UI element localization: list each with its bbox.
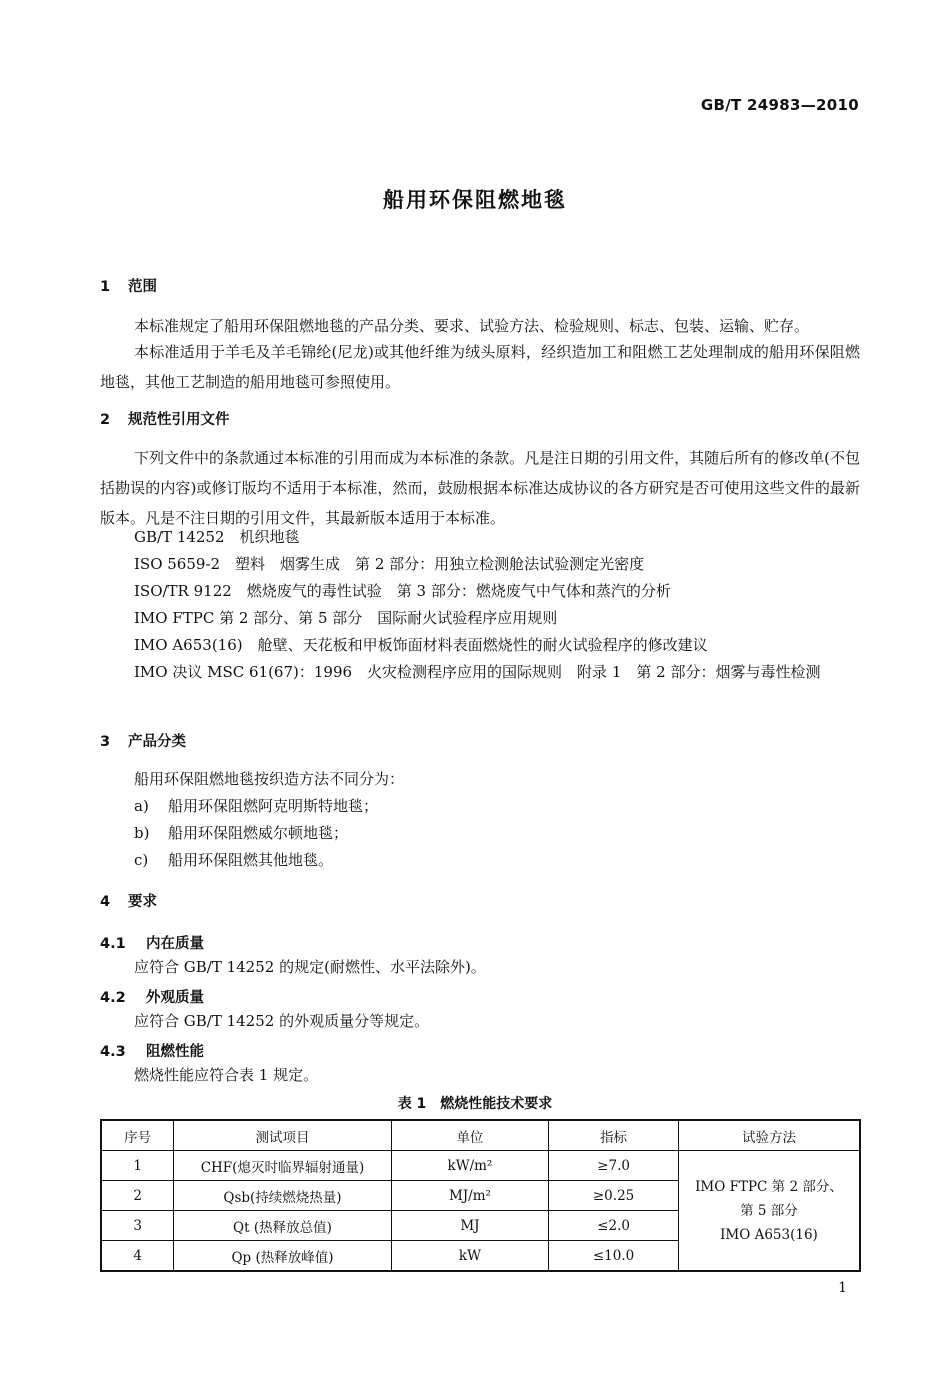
section-3-number: 3	[100, 734, 111, 750]
section-2-para-1: 下列文件中的条款通过本标准的引用而成为本标准的条款。凡是注日期的引用文件，其随后所有的修改单(不包括勘误的内容)或修订版均不适用于本标准，然而，鼓励根据本标准达成协议的各方研究是否可使用这些文件的最新版本。凡是不注日期的引用文件，其最新版本适用于本标准。	[100, 449, 860, 527]
table-row	[101, 1151, 860, 1181]
cell-value: ≤2.0	[549, 1211, 679, 1241]
section-3-title: 产品分类	[128, 734, 186, 750]
reference-item: ISO/TR 9122 燃烧废气的毒性试验 第 3 部分：燃烧废气中气体和蒸汽的分析	[134, 582, 671, 600]
cell-item: CHF(熄灭时临界辐射通量)	[174, 1151, 391, 1181]
cell-value: ≥0.25	[549, 1181, 679, 1211]
reference-item: IMO FTPC 第 2 部分、第 5 部分 国际耐火试验程序应用规则	[134, 609, 558, 627]
column-header: 单位	[391, 1120, 549, 1151]
section-2-title: 规范性引用文件	[128, 412, 230, 428]
section-1-number: 1	[100, 279, 111, 295]
document-title: 船用环保阻燃地毯	[383, 188, 567, 212]
standard-number: GB/T 24983—2010	[700, 96, 859, 114]
section-3-heading	[100, 730, 186, 751]
cell-no: 1	[101, 1151, 174, 1181]
cell-unit: kW	[391, 1241, 549, 1272]
section-1-heading	[100, 275, 157, 296]
reference-item: ISO 5659-2 塑料 烟雾生成 第 2 部分：用独立检测舱法试验测定光密度	[134, 555, 645, 573]
cell-no: 3	[101, 1211, 174, 1241]
section-2-number: 2	[100, 412, 111, 428]
list-item-label: c)	[134, 851, 149, 869]
table-header-row	[101, 1120, 860, 1151]
cell-unit: kW/m²	[391, 1151, 549, 1181]
subsection-4-1-title: 内在质量	[146, 936, 204, 952]
cell-no: 4	[101, 1241, 174, 1272]
test-method-line: 第 5 部分	[740, 1202, 798, 1219]
subsection-4-3-title: 阻燃性能	[146, 1044, 204, 1060]
column-header: 测试项目	[174, 1120, 391, 1151]
flammability-table	[100, 1119, 861, 1272]
cell-unit: MJ	[391, 1211, 549, 1241]
subsection-4-2-title: 外观质量	[146, 990, 204, 1006]
reference-item: IMO 决议 MSC 61(67)：1996 火灾检测程序应用的国际规则 附录 1 第 2 部分：烟雾与毒性检测	[134, 663, 821, 681]
cell-item: Qsb(持续燃烧热量)	[174, 1181, 391, 1211]
section-3-intro: 船用环保阻燃地毯按织造方法不同分为：	[134, 770, 405, 788]
subsection-4-3-heading	[100, 1040, 204, 1061]
column-header: 试验方法	[678, 1120, 860, 1151]
cell-value: ≥7.0	[549, 1151, 679, 1181]
subsection-4-2-heading	[100, 986, 204, 1007]
section-4-heading	[100, 890, 157, 911]
subsection-4-1-text: 应符合 GB/T 14252 的规定(耐燃性、水平法除外)。	[134, 958, 486, 976]
subsection-4-3-number: 4.3	[100, 1044, 126, 1060]
list-item-text: 船用环保阻燃其他地毯。	[168, 851, 334, 869]
section-4-number: 4	[100, 894, 111, 910]
reference-item: GB/T 14252 机织地毯	[134, 528, 300, 546]
list-item-label: a)	[134, 797, 149, 815]
cell-no: 2	[101, 1181, 174, 1211]
test-method-line: IMO FTPC 第 2 部分、	[695, 1178, 843, 1195]
cell-unit: MJ/m²	[391, 1181, 549, 1211]
table-caption: 表 1 燃烧性能技术要求	[397, 1096, 553, 1112]
subsection-4-2-number: 4.2	[100, 990, 126, 1006]
section-1-title: 范围	[128, 279, 157, 295]
subsection-4-3-text: 燃烧性能应符合表 1 规定。	[134, 1066, 319, 1084]
subsection-4-2-text: 应符合 GB/T 14252 的外观质量分等规定。	[134, 1012, 430, 1030]
list-item	[134, 818, 348, 848]
column-header: 指标	[549, 1120, 679, 1151]
cell-item: Qp (热释放峰值)	[174, 1241, 391, 1272]
section-1-para-1: 本标准规定了船用环保阻燃地毯的产品分类、要求、试验方法、检验规则、标志、包装、运输、贮存。	[134, 317, 810, 335]
section-1-para-2: 本标准适用于羊毛及羊毛锦纶(尼龙)或其他纤维为绒头原料，经织造加工和阻燃工艺处理制成的船用环保阻燃地毯，其他工艺制造的船用地毯可参照使用。	[100, 343, 860, 391]
column-header: 序号	[101, 1120, 174, 1151]
subsection-4-1-heading	[100, 932, 204, 953]
list-item-label: b)	[134, 824, 150, 842]
list-item	[134, 845, 333, 875]
cell-value: ≤10.0	[549, 1241, 679, 1272]
list-item	[134, 791, 378, 821]
list-item-text: 船用环保阻燃威尔顿地毯；	[168, 824, 349, 842]
subsection-4-1-number: 4.1	[100, 936, 126, 952]
reference-item: IMO A653(16) 舱壁、天花板和甲板饰面材料表面燃烧性的耐火试验程序的修改建议	[134, 636, 708, 654]
section-2-heading	[100, 408, 230, 429]
cell-test-method	[678, 1151, 860, 1272]
page-number: 1	[838, 1280, 847, 1296]
test-method-line: IMO A653(16)	[720, 1226, 818, 1243]
cell-item: Qt (热释放总值)	[174, 1211, 391, 1241]
section-4-title: 要求	[128, 894, 157, 910]
list-item-text: 船用环保阻燃阿克明斯特地毯；	[168, 797, 379, 815]
